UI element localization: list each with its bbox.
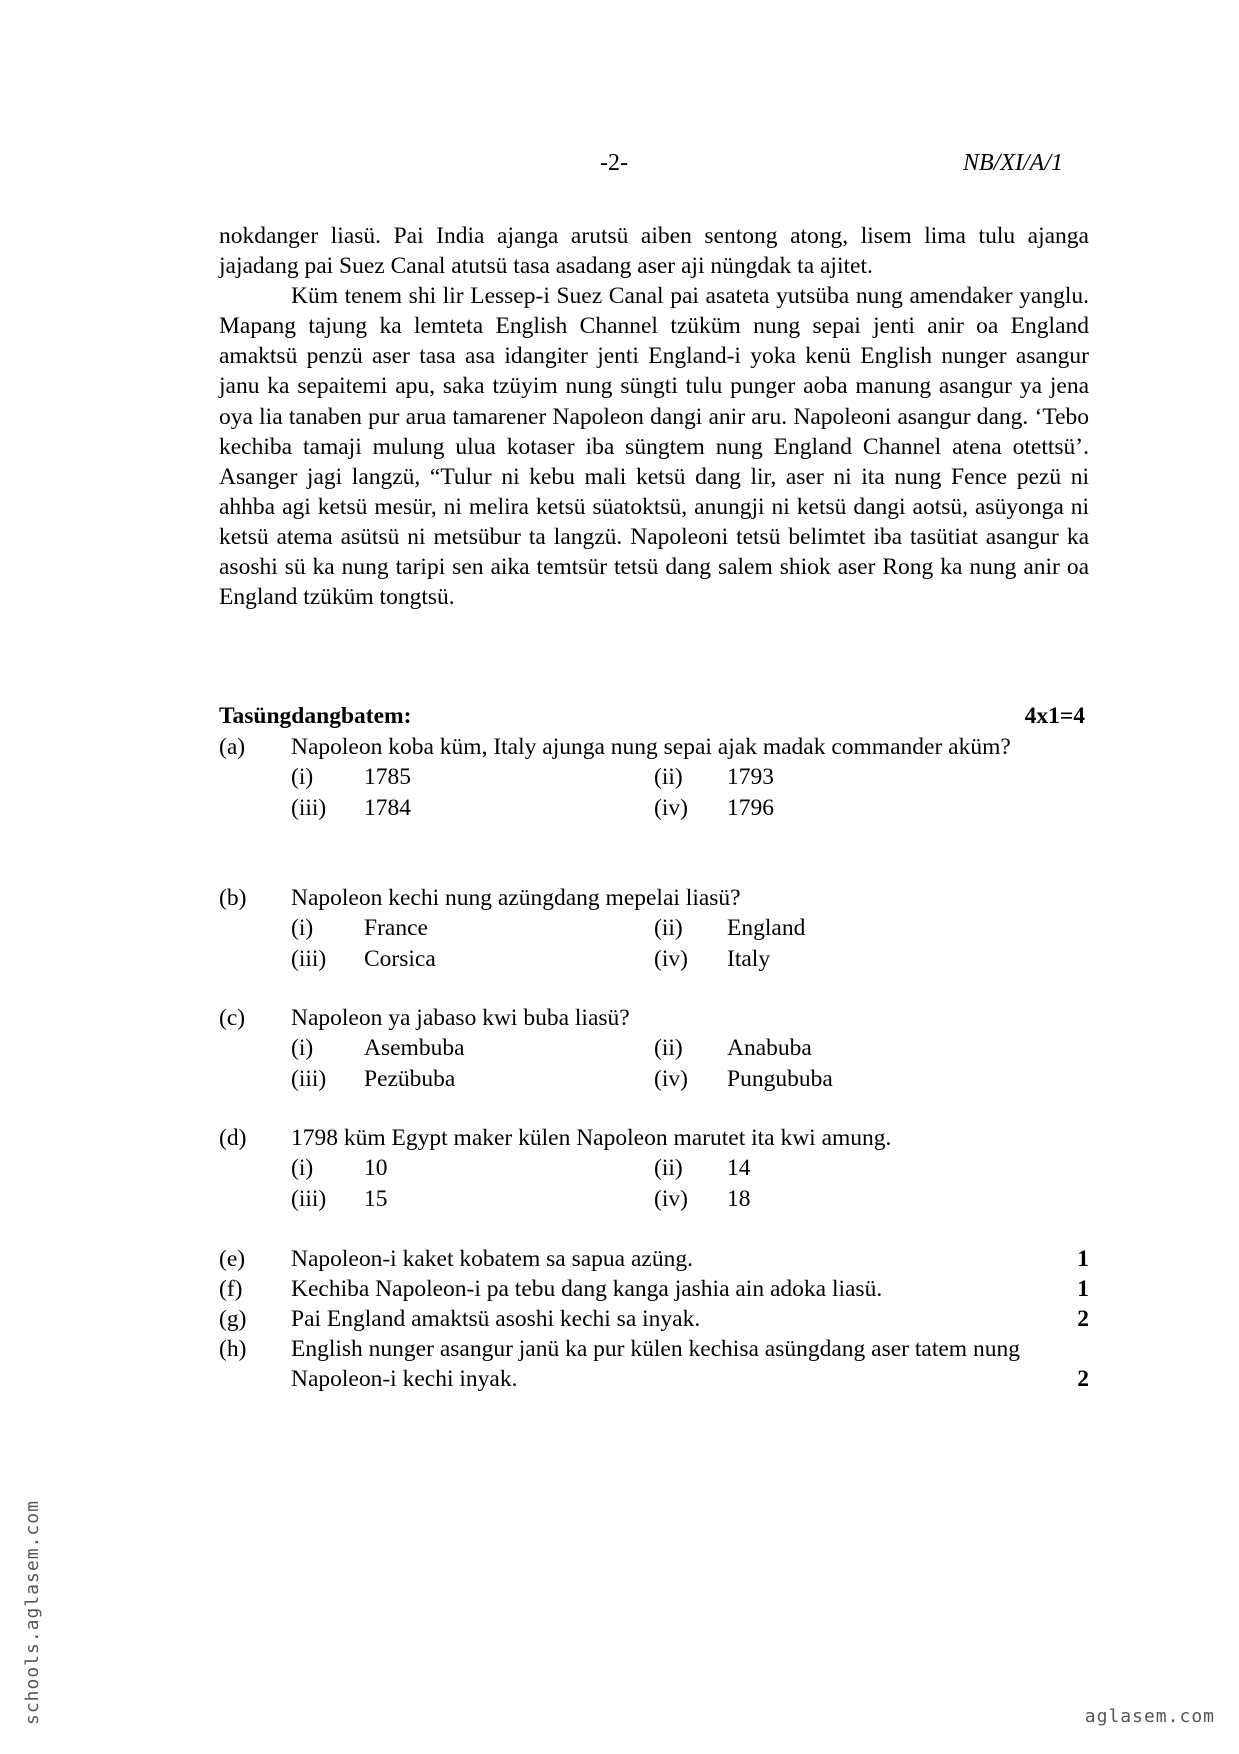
question-label: (c) — [219, 1005, 246, 1031]
mcq-a — [219, 732, 1089, 823]
question-label: (g) — [219, 1306, 247, 1332]
question-text: Pai England amaktsü asoshi kechi sa inyak. — [291, 1306, 701, 1332]
question-marks: 1 — [1077, 1246, 1089, 1272]
passage-paragraph-2: Küm tenem shi lir Lessep-i Suez Canal pai asateta yutsüba nung amendaker yanglu. Mapang tajung ka lemteta English Channel tzüküm nung sepai jenti anir oa England amaktsü penzü aser tasa asa idangiter jenti England-i yoka kenü English nunger asangur janu ka sepaitemi apu, saka tzüyim nung süngti tulu punger aoba manung asangur ya jena oya lia tanaben pur arua tamarener Napoleon dangi anir aru. Napoleoni asangur dang. ‘Tebo kechiba tamaji mulung ulua kotaser iba süngtem nung England Channel atena otettsü’. Asanger jagi langzü, “Tulur ni kebu mali ketsü dang lir, aser ni ita nung Fence pezü ni ahhba agi ketsü mesür, ni melira ketsü süatoktsü, anungji ni ketsü dangi aotsü, asüyonga ni ketsü atema asütsü ni metsübur ta langzü. Napoleoni tetsü belimtet iba tasütiat asangur ka asoshi sü ka nung taripi sen aika temtsür tetsü dang salem shiok aser Rong ka nung anir oa England tzüküm tongtsü. — [219, 283, 1089, 611]
options: (i) 10 (ii) 14 (iii) 15 (iv) 18 — [291, 1155, 751, 1212]
question-g — [219, 1304, 1089, 1334]
question-label: (e) — [219, 1246, 246, 1272]
question-h — [219, 1334, 1089, 1395]
passage-paragraph-1: nokdanger liasü. Pai India ajanga arutsü aiben sentong atong, lisem lima tulu ajanga jajadang pai Suez Canal atutsü tasa asadang aser aji nüngdak ta ajitet. — [219, 223, 1089, 280]
page-number: -2- — [600, 150, 628, 176]
question-label: (b) — [219, 885, 247, 911]
question-marks: 1 — [1077, 1276, 1089, 1302]
question-marks: 2 — [1077, 1306, 1089, 1332]
question-text: Napoleon kechi nung azüngdang mepelai liasü? — [291, 885, 741, 911]
question-label: (f) — [219, 1276, 243, 1302]
questions-title: Tasüngdangbatem: — [219, 703, 412, 729]
questions-marks: 4x1=4 — [1024, 703, 1085, 729]
options: (i) France (ii) England (iii) Corsica (iv) Italy — [291, 915, 806, 972]
options: (i) Asembuba (ii) Anabuba (iii) Pezübuba (iv) Pungububa — [291, 1035, 833, 1092]
mcq-c — [219, 1003, 1089, 1094]
questions-heading — [219, 703, 1085, 730]
question-text: Napoleon-i kaket kobatem sa sapua azüng. — [291, 1246, 693, 1272]
passage — [219, 221, 1089, 612]
question-label: (d) — [219, 1125, 247, 1151]
question-text: Napoleon ya jabaso kwi buba liasü? — [291, 1005, 630, 1031]
question-text: Napoleon koba küm, Italy ajunga nung sepai ajak madak commander aküm? — [291, 734, 1011, 760]
question-e — [219, 1244, 1089, 1274]
question-marks: 2 — [1077, 1366, 1089, 1393]
mcq-d — [219, 1123, 1089, 1214]
question-f — [219, 1274, 1089, 1304]
options: (i) 1785 (ii) 1793 (iii) 1784 (iv) 1796 — [291, 764, 774, 821]
watermark-left: schools.aglasem.com — [22, 1500, 43, 1725]
question-text: English nunger asangur janü ka pur külen kechisa asüngdang aser tatem nung Napoleon-i kechi inyak. — [291, 1336, 1020, 1393]
question-text: 1798 küm Egypt maker külen Napoleon marutet ita kwi amung. — [291, 1125, 892, 1151]
watermark-right: aglasem.com — [1084, 1706, 1215, 1727]
question-text: Kechiba Napoleon-i pa tebu dang kanga jashia ain adoka liasü. — [291, 1276, 883, 1302]
paper-code: NB/XI/A/1 — [963, 150, 1063, 176]
question-label: (a) — [219, 734, 246, 760]
question-label: (h) — [219, 1336, 247, 1362]
mcq-b — [219, 883, 1089, 974]
